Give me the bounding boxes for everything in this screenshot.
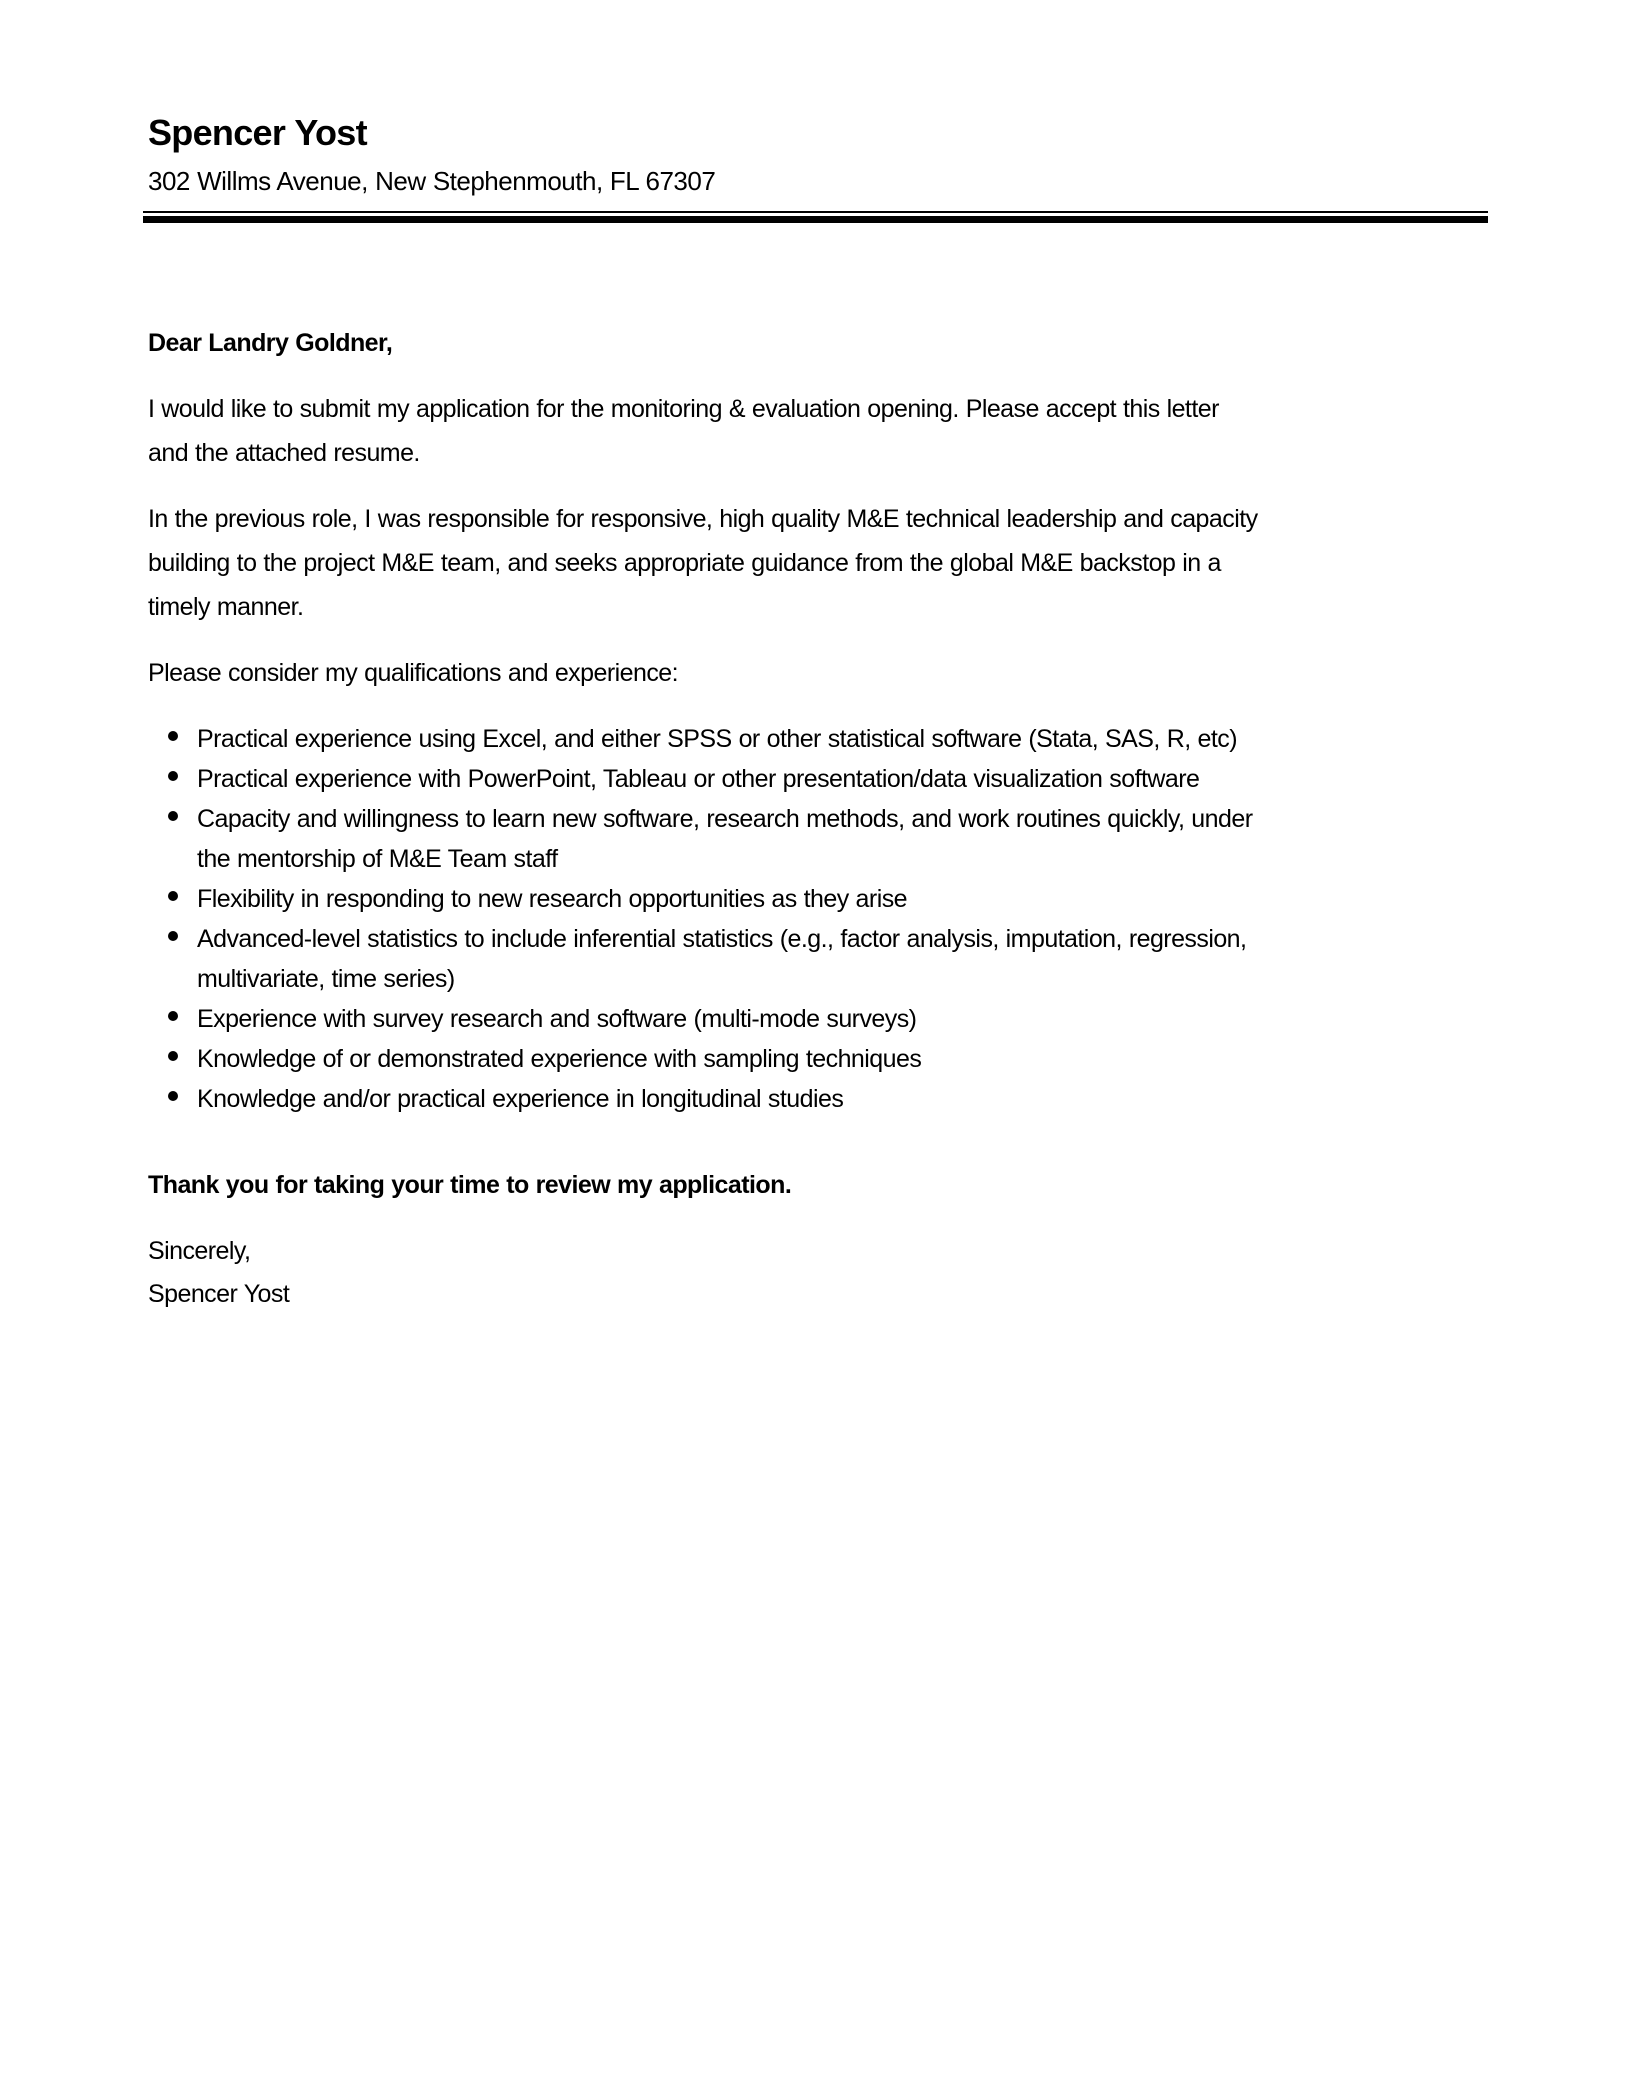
paragraph-line: In the previous role, I was responsible for responsive, high quality M&E technical leadership and capacity bbox=[148, 505, 1258, 533]
header-divider-thin bbox=[143, 211, 1488, 213]
list-item-text: Capacity and willingness to learn new software, research methods, and work routines quickly, under bbox=[197, 805, 1253, 833]
bullet-icon bbox=[168, 931, 178, 941]
bullet-icon bbox=[168, 771, 178, 781]
paragraph-line: timely manner. bbox=[148, 593, 304, 621]
bullet-icon bbox=[168, 1011, 178, 1021]
list-item-text: Experience with survey research and software (multi-mode surveys) bbox=[197, 1005, 917, 1033]
valediction: Sincerely, bbox=[148, 1237, 251, 1265]
applicant-name: Spencer Yost bbox=[148, 112, 367, 153]
list-item-text: Practical experience using Excel, and either SPSS or other statistical software (Stata, SAS, R, etc) bbox=[197, 725, 1237, 753]
list-intro: Please consider my qualifications and experience: bbox=[148, 659, 679, 687]
paragraph-line: building to the project M&E team, and seeks appropriate guidance from the global M&E backstop in a bbox=[148, 549, 1221, 577]
paragraph-line: and the attached resume. bbox=[148, 439, 420, 467]
header-divider-thick bbox=[143, 216, 1488, 223]
list-item-text: the mentorship of M&E Team staff bbox=[197, 845, 558, 873]
paragraph-line: I would like to submit my application for the monitoring & evaluation opening. Please accept this letter bbox=[148, 395, 1219, 423]
bullet-icon bbox=[168, 1091, 178, 1101]
closing-statement: Thank you for taking your time to review my application. bbox=[148, 1171, 792, 1199]
list-item-text: multivariate, time series) bbox=[197, 965, 455, 993]
salutation: Dear Landry Goldner, bbox=[148, 329, 393, 357]
bullet-icon bbox=[168, 731, 178, 741]
list-item-text: Flexibility in responding to new research opportunities as they arise bbox=[197, 885, 907, 913]
bullet-icon bbox=[168, 811, 178, 821]
list-item-text: Knowledge and/or practical experience in longitudinal studies bbox=[197, 1085, 844, 1113]
list-item-text: Practical experience with PowerPoint, Tableau or other presentation/data visualization software bbox=[197, 765, 1200, 793]
list-item-text: Advanced-level statistics to include inferential statistics (e.g., factor analysis, imputation, regression, bbox=[197, 925, 1247, 953]
bullet-icon bbox=[168, 891, 178, 901]
bullet-icon bbox=[168, 1051, 178, 1061]
signature: Spencer Yost bbox=[148, 1280, 290, 1308]
applicant-address: 302 Willms Avenue, New Stephenmouth, FL 67307 bbox=[148, 166, 716, 196]
list-item-text: Knowledge of or demonstrated experience with sampling techniques bbox=[197, 1045, 922, 1073]
